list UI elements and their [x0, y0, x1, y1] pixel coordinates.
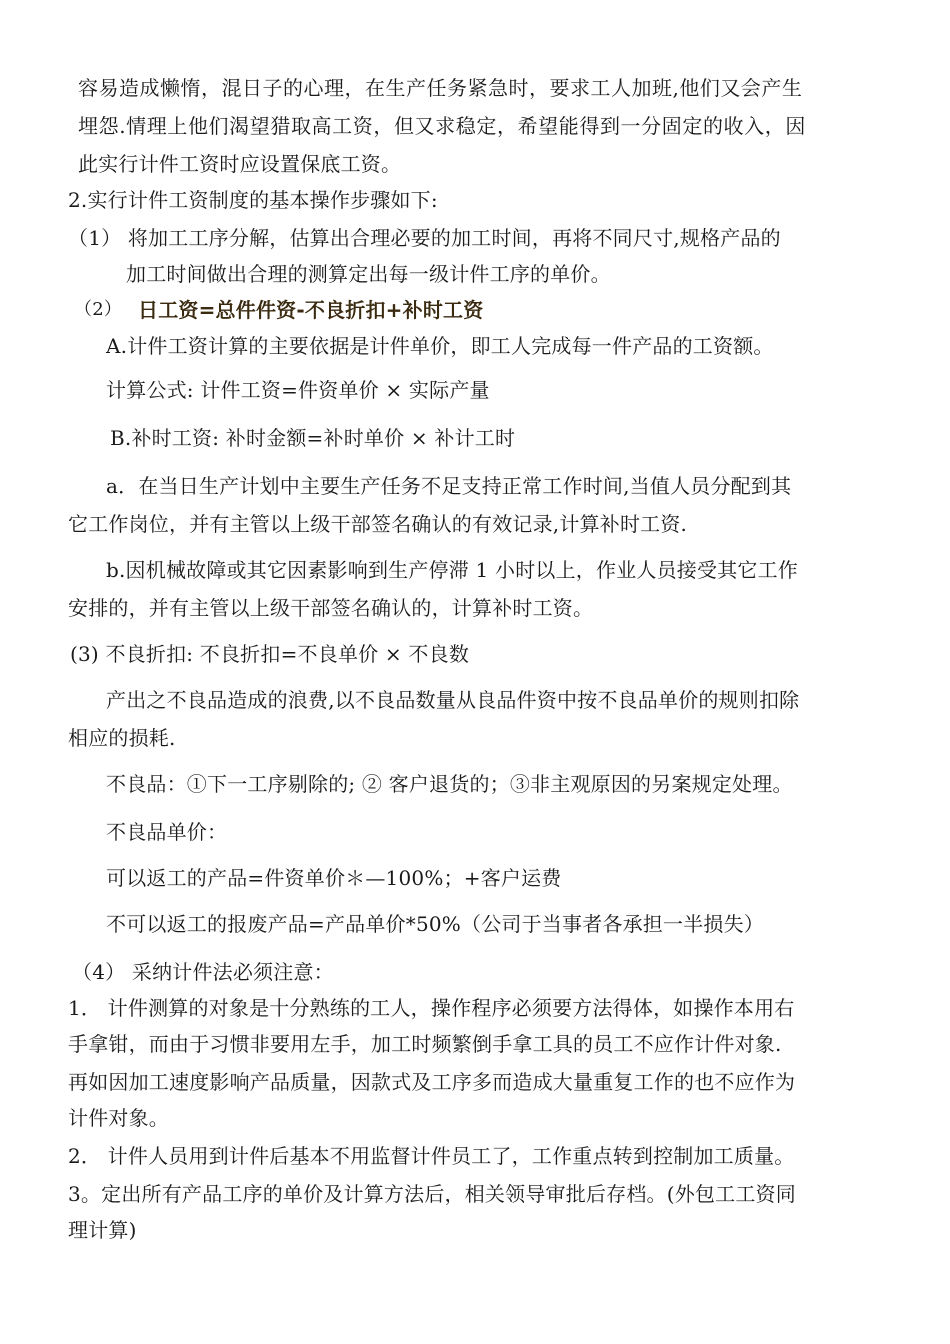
text-line: 再如因加工速度影响产品质量，因款式及工序多而造成大量重复工作的也不应作为	[68, 1070, 796, 1094]
formula-heading: 日工资=总件件资-不良折扣+补时工资	[138, 298, 484, 322]
text-line: 2． 计件人员用到计件后基本不用监督计件员工了，工作重点转到控制加工质量。	[68, 1144, 795, 1168]
text-line: 计算公式: 计件工资=件资单价 × 实际产量	[106, 378, 490, 402]
text-line: 手拿钳，而由于习惯非要用左手，加工时频繁倒手拿工具的员工不应作计件对象.	[68, 1032, 782, 1056]
text-line: 加工时间做出合理的测算定出每一级计件工序的单价。	[126, 262, 611, 286]
text-line: (3) 不良折扣: 不良折扣=不良单价 × 不良数	[70, 642, 470, 666]
text-line: 相应的损耗.	[68, 726, 176, 750]
text-line: 不可以返工的报废产品=产品单价*50%（公司于当事者各承担一半损失）	[106, 912, 765, 936]
text-line: 计件对象。	[68, 1106, 169, 1130]
text-line: 2.实行计件工资制度的基本操作步骤如下:	[68, 188, 438, 212]
text-line: 安排的，并有主管以上级干部签名确认的，计算补时工资。	[68, 596, 594, 620]
list-marker: （2）	[74, 299, 123, 320]
text-line: 可以返工的产品=件资单价＊—100%；+客户运费	[106, 866, 562, 890]
text-line: 它工作岗位，并有主管以上级干部签名确认的有效记录,计算补时工资.	[68, 512, 688, 536]
text-line: （1） 将加工工序分解，估算出合理必要的加工时间，再将不同尺寸,规格产品的	[68, 226, 781, 250]
text-line: B.补时工资: 补时金额=补时单价 × 补计工时	[110, 426, 516, 450]
text-line: 不良品单价：	[106, 820, 228, 844]
text-line: a．在当日生产计划中主要生产任务不足支持正常工作时间,当值人员分配到其	[106, 474, 792, 498]
text-line: （4） 采纳计件法必须注意：	[72, 960, 334, 984]
text-line: A.计件工资计算的主要依据是计件单价，即工人完成每一件产品的工资额。	[106, 334, 774, 358]
text-line: 3。定出所有产品工序的单价及计算方法后，相关领导审批后存档。(外包工工资同	[68, 1182, 796, 1206]
text-line: 埋怨.情理上他们渴望猎取高工资，但又求稳定，希望能得到一分固定的收入，因	[78, 114, 806, 138]
text-line: 理计算)	[68, 1218, 137, 1242]
text-line: 此实行计件工资时应设置保底工资。	[78, 152, 402, 176]
text-line: 不良品：①下一工序剔除的; ② 客户退货的；③非主观原因的另案规定处理。	[106, 772, 793, 796]
text-line: b.因机械故障或其它因素影响到生产停滞 1 小时以上，作业人员接受其它工作	[106, 558, 798, 582]
text-line: 1． 计件测算的对象是十分熟练的工人，操作程序必须要方法得体，如操作本用右	[68, 996, 795, 1020]
text-line: 产出之不良品造成的浪费,以不良品数量从良品件资中按不良品单价的规则扣除	[106, 688, 800, 712]
text-line: 容易造成懒惰，混日子的心理，在生产任务紧急时，要求工人加班,他们又会产生	[78, 76, 803, 100]
